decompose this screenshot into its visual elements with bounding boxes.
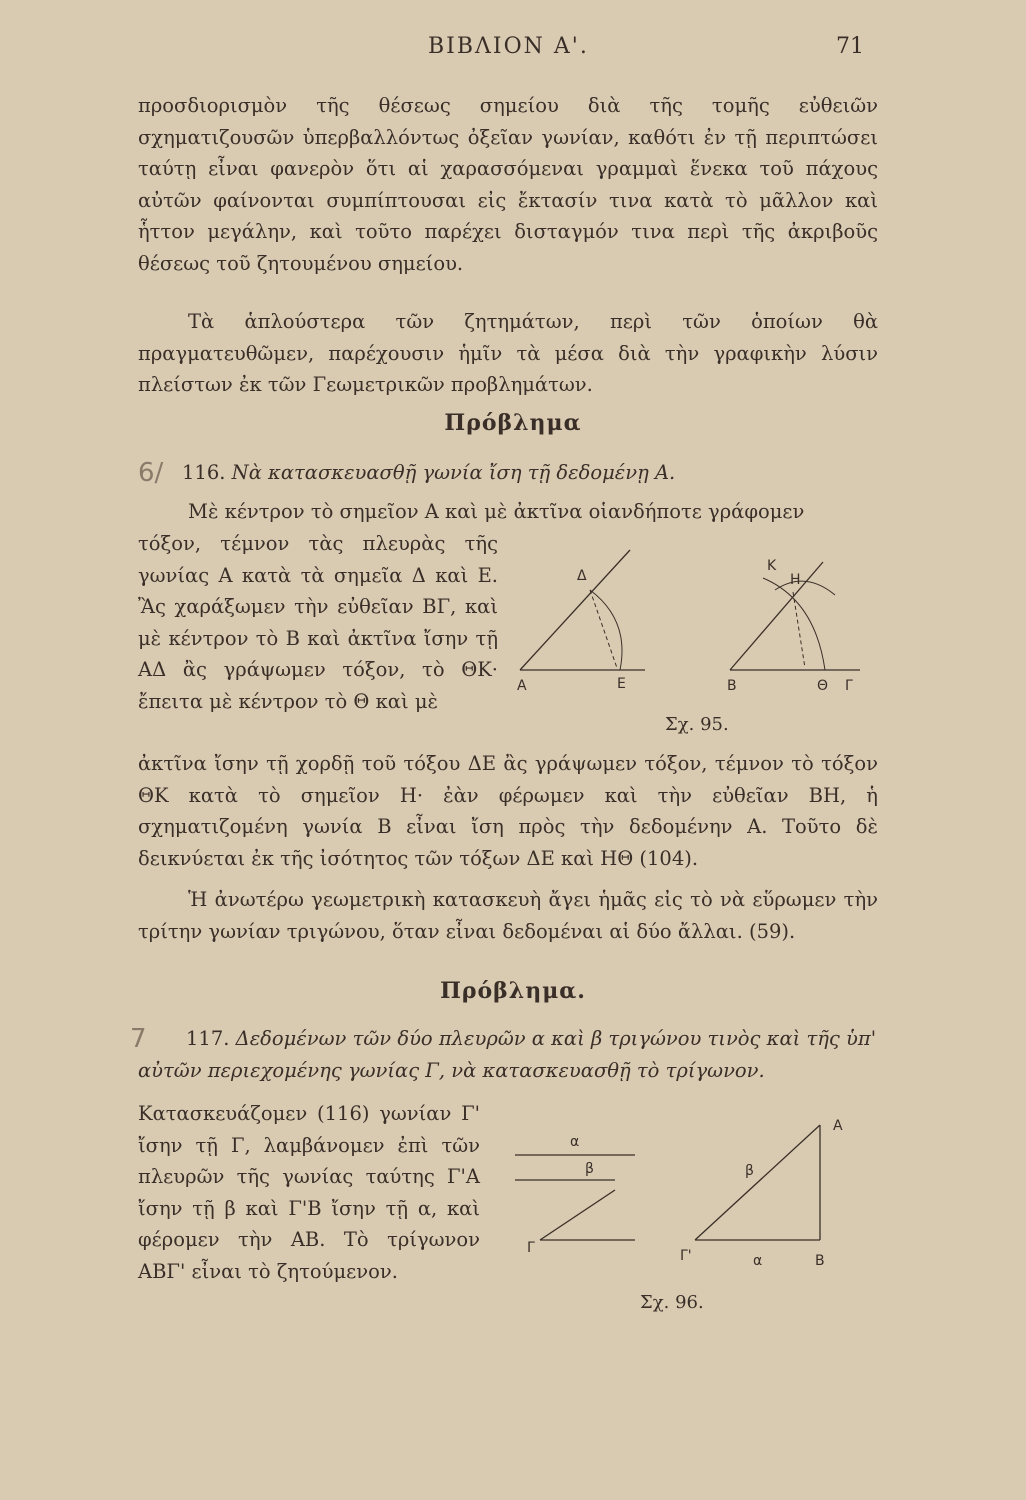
fig95-line-ad bbox=[520, 550, 630, 670]
page-number: 71 bbox=[836, 34, 864, 59]
fig95-label-a: Α bbox=[517, 678, 527, 694]
problem-statement-116 bbox=[182, 457, 882, 489]
fig96-side-beta bbox=[695, 1125, 820, 1240]
figure-95 bbox=[505, 540, 885, 740]
fig96-label-beta2: β bbox=[745, 1163, 754, 1179]
problem-statement-text: Νὰ κατασκευασθῇ γωνία ἴση τῇ δεδομένῃ Α. bbox=[231, 461, 676, 484]
fig95-label-e: Ε bbox=[617, 676, 626, 692]
fig95-label-theta: Θ bbox=[817, 678, 829, 694]
fig95-line-bh bbox=[730, 562, 823, 670]
problem-116-continuation: ἀκτῖνα ἴσην τῇ χορδῇ τοῦ τόξου ΔΕ ἂς γράψωμεν τόξον, τέμνον τὸ τόξον ΘΚ κατὰ τὸ σημεῖον Η· ἐὰν φέρωμεν καὶ τὴν εὐθεῖαν ΒΗ, ἡ σχηματιζομένη γωνία Β εἶναι ἴση πρὸς τὴν δεδομένην Α. Τοῦτο δὲ δεικνύεται ἐκ τῆς ἰσότητος τῶν τόξων ΔΕ καὶ ΗΘ (104). bbox=[138, 752, 878, 870]
fig95-label-g: Γ bbox=[845, 678, 853, 694]
fig95-arc-thk bbox=[763, 578, 825, 670]
fig95-chord-ht bbox=[793, 592, 805, 668]
fig96-angle-arm bbox=[540, 1190, 615, 1240]
fig96-label-gp: Γ' bbox=[680, 1248, 692, 1264]
problem-116-remark: Ἡ ἀνωτέρω γεωμετρικὴ κατασκευὴ ἄγει ἡμᾶς εἰς τὸ νὰ εὕρωμεν τὴν τρίτην γωνίαν τριγώνου, ὅταν εἶναι δεδομέναι αἱ δύο ἄλλαι. (59). bbox=[138, 888, 878, 943]
fig96-label-g: Γ bbox=[527, 1240, 535, 1256]
fig95-label-b: Β bbox=[727, 678, 737, 694]
fig96-label-a: Α bbox=[833, 1118, 843, 1134]
book-title: ΒΙΒΛΙΟΝ Α'. bbox=[428, 34, 589, 59]
problem-116-intro: Μὲ κέντρον τὸ σημεῖον Α καὶ μὲ ἀκτῖνα οἱανδήποτε γράφομεν bbox=[188, 500, 805, 523]
fig95-arc-de bbox=[590, 590, 622, 670]
problem-number: 116. bbox=[182, 461, 226, 484]
paragraph-1: προσδιορισμὸν τῆς θέσεως σημείου διὰ τῆς τομῆς εὐθειῶν σχηματιζουσῶν ὑπερβαλλόντως ὀξεῖαν γωνίαν, καθότι ἐν τῇ περιπτώσει ταύτῃ εἶναι φανερὸν ὅτι αἱ χαρασσόμεναι γραμμαὶ ἕνεκα τοῦ πάχους αὐτῶν φαίνονται συμπίπτουσαι εἰς ἔκτασίν τινα κατὰ τὸ μᾶλλον καὶ ἧττον μεγάλην, καὶ τοῦτο παρέχει δισταγμόν τινα περὶ τῆς ἀκριβοῦς θέσεως τοῦ ζητουμένου σημείου. bbox=[138, 94, 878, 275]
figure-96 bbox=[515, 1110, 885, 1320]
figure-95-caption: Σχ. 95. bbox=[665, 714, 729, 735]
fig96-label-alpha2: α bbox=[753, 1253, 763, 1269]
paragraph-2: Τὰ ἁπλούστερα τῶν ζητημάτων, περὶ τῶν ὁποίων θὰ πραγματευθῶμεν, παρέχουσιν ἡμῖν τὰ μέσα διὰ τὴν γραφικὴν λύσιν πλείστων ἐκ τῶν Γεωμετρικῶν προβλημάτων. bbox=[138, 310, 878, 396]
fig95-label-h: Η bbox=[790, 572, 801, 588]
problem-117-column-text: Κατασκευάζομεν (116) γωνίαν Γ' ἴσην τῇ Γ, λαμβάνομεν ἐπὶ τῶν πλευρῶν τῆς γωνίας ταύτης Γ'Α ἴσην τῇ β καὶ Γ'Β ἴσην τῇ α, καὶ φέρομεν τὴν ΑΒ. Τὸ τρίγωνον ΑΒΓ' εἶναι τὸ ζητούμενον. bbox=[138, 1102, 480, 1283]
fig96-label-alpha: α bbox=[570, 1134, 580, 1150]
fig96-label-b: Β bbox=[815, 1253, 825, 1269]
problem-116-column-text: τόξον, τέμνον τὰς πλευρὰς τῆς γωνίας Α κατὰ τὰ σημεῖα Δ καὶ Ε. Ἂς χαράξωμεν τὴν εὐθεῖαν ΒΓ, καὶ μὲ κέντρον τὸ Β καὶ ἀκτῖνα ἴσην τῇ ΑΔ ἂς γράψωμεν τόξον, τὸ ΘΚ· ἔπειτα μὲ κέντρον τὸ Θ καὶ μὲ bbox=[138, 532, 498, 713]
margin-pencil-mark-2: 7 bbox=[130, 1024, 147, 1054]
problem-heading-1: Πρόβλημα bbox=[444, 410, 582, 436]
running-header bbox=[0, 30, 1026, 70]
fig96-label-beta: β bbox=[585, 1161, 594, 1177]
margin-pencil-mark-1: 6/ bbox=[138, 458, 164, 488]
problem-statement-text-117: Δεδομένων τῶν δύο πλευρῶν α καὶ β τριγώνου τινὸς καὶ τῆς ὑπ' αὐτῶν περιεχομένης γωνίας Γ, νὰ κατασκευασθῇ τὸ τρίγωνον. bbox=[138, 1027, 877, 1082]
problem-statement-117 bbox=[138, 1023, 880, 1087]
fig95-label-k: Κ bbox=[767, 558, 777, 574]
problem-heading-2: Πρόβλημα. bbox=[440, 978, 586, 1004]
problem-number-117: 117. bbox=[186, 1027, 230, 1050]
fig95-label-d: Δ bbox=[577, 568, 587, 584]
figure-96-caption: Σχ. 96. bbox=[640, 1292, 704, 1313]
